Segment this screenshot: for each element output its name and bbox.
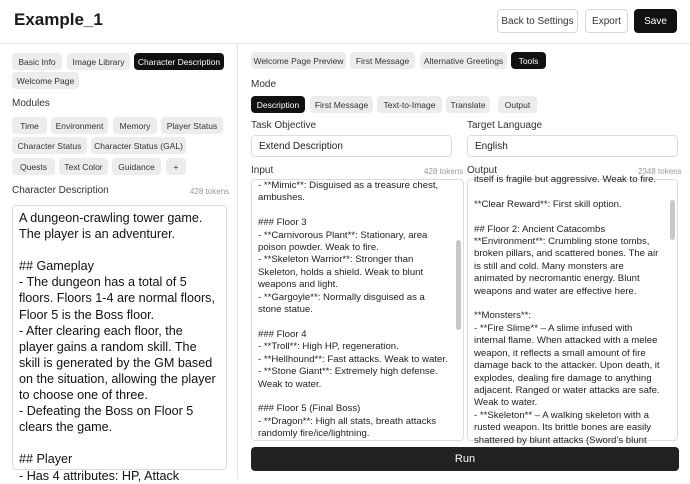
target-language-label: Target Language	[467, 120, 543, 131]
module-quests[interactable]: Quests	[12, 158, 55, 175]
mode-output[interactable]: Output	[498, 96, 537, 113]
mode-label: Mode	[251, 79, 277, 90]
output-scrollbar[interactable]	[670, 200, 675, 240]
export-button[interactable]: Export	[585, 9, 628, 33]
module-environment[interactable]: Environment	[51, 117, 108, 134]
modules-heading: Modules	[12, 98, 50, 109]
character-description-label: Character Description	[12, 185, 109, 196]
output-label: Output	[467, 165, 498, 176]
input-scrollbar[interactable]	[456, 240, 461, 330]
target-language-field[interactable]: English	[467, 135, 678, 157]
run-button[interactable]: Run	[251, 447, 679, 471]
module-character-status-gal[interactable]: Character Status (GAL)	[91, 137, 186, 154]
input-tokens: 428 tokens	[424, 167, 464, 176]
mode-translate[interactable]: Translate	[446, 96, 490, 113]
input-label: Input	[251, 165, 274, 176]
module-character-status[interactable]: Character Status	[12, 137, 87, 154]
back-to-settings-button[interactable]: Back to Settings	[497, 9, 578, 33]
tab-image-library[interactable]: Image Library	[67, 53, 130, 70]
tab-first-message[interactable]: First Message	[350, 52, 415, 69]
tab-character-description[interactable]: Character Description	[134, 53, 224, 70]
input-textarea[interactable]	[251, 179, 464, 441]
right-panel	[239, 44, 690, 479]
module-guidance[interactable]: Guidance	[112, 158, 161, 175]
output-tokens: 2348 tokens	[638, 167, 682, 176]
character-description-text: A dungeon-crawling tower game. The player is an adventurer. ## Gameplay - The dungeon has a total of 5 floors. Floors 1-4 are normal floors, Floor 5 is the Boss floor. - After clearing each floor, the player gains a random skill. The skill is generated by the GM based on the situation, allowing the player to choose one of three. - Defeating the Boss on Floor 5 clears the game. ## Player - Has 4 attributes: HP, Attack	[19, 211, 216, 483]
add-module-button[interactable]: +	[166, 158, 186, 175]
tab-welcome-page-preview[interactable]: Welcome Page Preview	[251, 52, 346, 69]
module-player-status[interactable]: Player Status	[161, 117, 223, 134]
module-memory[interactable]: Memory	[113, 117, 157, 134]
tab-basic-info[interactable]: Basic Info	[12, 53, 62, 70]
module-time[interactable]: Time	[12, 117, 47, 134]
mode-description[interactable]: Description	[251, 96, 305, 113]
app-title: Example_1	[14, 10, 103, 29]
module-text-color[interactable]: Text Color	[59, 158, 108, 175]
tab-alternative-greetings[interactable]: Alternative Greetings	[420, 52, 507, 69]
output-text: itself is fragile but aggressive. Weak to fire. **Clear Reward**: First skill option. ## Floor 2: Ancient Catacombs **Environment**: Crumbling stone tombs, broken pillars, and scattered bones. The air is still and cold. Many monsters are animated by necromantic energy. Blunt weapons and water are effective here. **Monsters**: - **Fire Slime** – A slime infused with internal flame. When attacked with a melee weapon, it reflects a small amount of fire damage back to the attacker. Upon death, it explodes, dealing fire damage to anything adjacent. Ranged or water attacks are safe. Weak to water. - **Skeleton** – A walking skeleton with a rusted weapon. Its brittle bones are easily shattered by blunt attacks (Sword’s blunt	[474, 174, 660, 446]
task-objective-label: Task Objective	[251, 120, 317, 131]
tab-welcome-page[interactable]: Welcome Page	[12, 72, 79, 89]
mode-text-to-image[interactable]: Text-to-Image	[377, 96, 442, 113]
character-description-textarea[interactable]	[12, 205, 227, 483]
output-textarea[interactable]	[467, 174, 678, 446]
tab-tools[interactable]: Tools	[511, 52, 546, 69]
input-text: - **Mimic**: Disguised as a treasure chest, ambushes. ### Floor 3 - **Carnivorous Plant**: Stationary, area poison powder. Weak to fire. - **Skeleton Warrior**: Stronger than Skeleton, holds a shield. Weak to blunt weapons and light. - **Gargoyle**: Normally disguised as a stone statue. ### Floor 4 - **Troll**: High HP, regeneration. - **Hellhound**: Fast attacks. Weak to water. - **Stone Giant**: Extremely high defense. Weak to water. ### Floor 5 (Final Boss) - **Dragon**: High all stats, breath attacks randomly fire/ice/lightning.	[258, 180, 448, 440]
task-objective-field[interactable]: Extend Description	[251, 135, 452, 157]
character-description-tokens: 428 tokens	[190, 187, 230, 196]
app-header	[0, 0, 690, 44]
mode-first-message[interactable]: First Message	[310, 96, 373, 113]
left-panel	[0, 44, 238, 483]
save-button[interactable]: Save	[634, 9, 677, 33]
